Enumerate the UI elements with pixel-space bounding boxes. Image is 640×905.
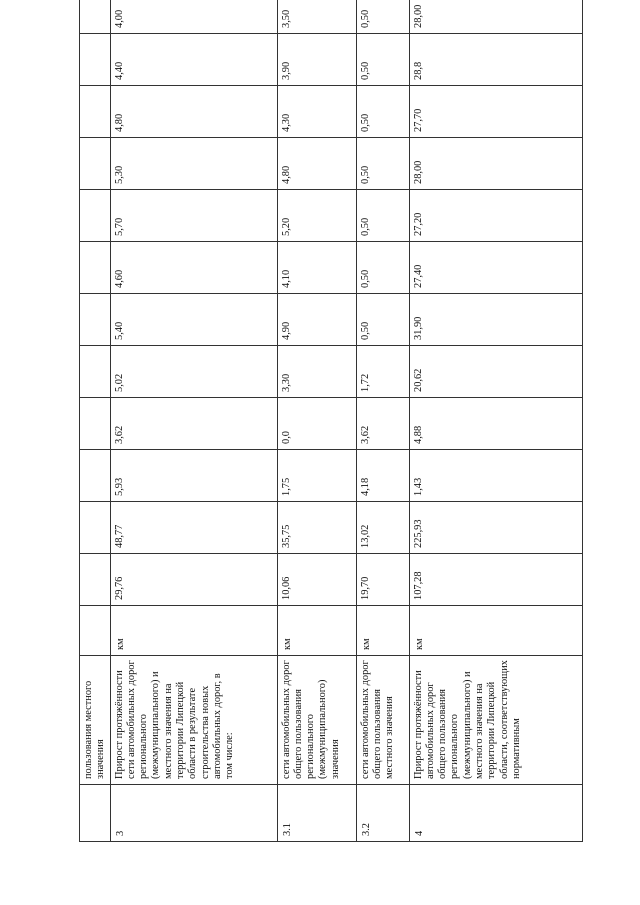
cell-value: 3,30 bbox=[277, 346, 356, 398]
cell-unit: км bbox=[110, 606, 277, 656]
cell-value: 5,02 bbox=[110, 346, 277, 398]
cell-value: 1,75 bbox=[277, 450, 356, 502]
cell-value: 5,70 bbox=[110, 190, 277, 242]
cell-name: сети автомобильных дорог общего пользования регионального (межмуниципального) значения bbox=[277, 656, 356, 785]
cell-value: 0,50 bbox=[356, 34, 409, 86]
cell-value: 5,93 bbox=[110, 450, 277, 502]
cell-value: 4,18 bbox=[356, 450, 409, 502]
cell-value: 3,62 bbox=[110, 398, 277, 450]
cell-value: 4,00 bbox=[110, 0, 277, 34]
cell-value bbox=[80, 242, 111, 294]
cell-value bbox=[80, 294, 111, 346]
cell-value: 4,10 bbox=[277, 242, 356, 294]
cell-value: 4,80 bbox=[277, 138, 356, 190]
cell-value bbox=[80, 502, 111, 554]
cell-num: 3.1 bbox=[277, 785, 356, 842]
cell-value: 1,43 bbox=[409, 450, 582, 502]
cell-unit: км bbox=[356, 606, 409, 656]
cell-value: 48,77 bbox=[110, 502, 277, 554]
cell-num: 3.2 bbox=[356, 785, 409, 842]
cell-value: 4,80 bbox=[110, 86, 277, 138]
table-row bbox=[356, 0, 409, 842]
cell-value: 107,28 bbox=[409, 554, 582, 606]
cell-value: 19,70 bbox=[356, 554, 409, 606]
cell-value: 31,90 bbox=[409, 294, 582, 346]
cell-value bbox=[80, 138, 111, 190]
cell-value: 5,40 bbox=[110, 294, 277, 346]
cell-value: 4,40 bbox=[110, 34, 277, 86]
cell-num: 3 bbox=[110, 785, 277, 842]
cell-value: 0,50 bbox=[356, 138, 409, 190]
cell-value: 28,00 bbox=[409, 138, 582, 190]
cell-value: 225,93 bbox=[409, 502, 582, 554]
cell-value: 5,20 bbox=[277, 190, 356, 242]
cell-name: Прирост протяжённости сети автомобильных дорог регионального (межмуниципального) и местного значения на территории Липецкой области в результате строительства новых автомобильных дорог, в том числе: bbox=[110, 656, 277, 785]
rotated-page bbox=[79, 4, 551, 842]
cell-value: 35,75 bbox=[277, 502, 356, 554]
table-row bbox=[409, 0, 582, 842]
cell-value: 0,0 bbox=[277, 398, 356, 450]
cell-value bbox=[80, 86, 111, 138]
cell-num: 4 bbox=[409, 785, 582, 842]
cell-value bbox=[80, 346, 111, 398]
cell-value bbox=[80, 450, 111, 502]
cell-value: 28,8 bbox=[409, 34, 582, 86]
cell-name: пользования местного значения bbox=[80, 656, 111, 785]
cell-value: 4,60 bbox=[110, 242, 277, 294]
cell-unit: км bbox=[409, 606, 582, 656]
table-row bbox=[110, 0, 277, 842]
cell-value bbox=[80, 34, 111, 86]
cell-unit: км bbox=[277, 606, 356, 656]
cell-value bbox=[80, 0, 111, 34]
cell-unit bbox=[80, 606, 111, 656]
cell-value: 27,70 bbox=[409, 86, 582, 138]
cell-value: 20,62 bbox=[409, 346, 582, 398]
cell-value: 0,50 bbox=[356, 190, 409, 242]
cell-value: 29,76 bbox=[110, 554, 277, 606]
cell-value: 0,50 bbox=[356, 86, 409, 138]
cell-num bbox=[80, 785, 111, 842]
cell-value: 3,90 bbox=[277, 34, 356, 86]
cell-value: 4,88 bbox=[409, 398, 582, 450]
table-row bbox=[277, 0, 356, 842]
table-body bbox=[80, 0, 583, 842]
cell-value: 27,20 bbox=[409, 190, 582, 242]
cell-value: 28,00 bbox=[409, 0, 582, 34]
cell-value: 27,40 bbox=[409, 242, 582, 294]
table-row-continuation bbox=[80, 0, 111, 842]
cell-value: 4,30 bbox=[277, 86, 356, 138]
cell-value: 5,30 bbox=[110, 138, 277, 190]
cell-value: 0,50 bbox=[356, 242, 409, 294]
cell-value bbox=[80, 398, 111, 450]
cell-value: 0,50 bbox=[356, 294, 409, 346]
cell-value: 1,72 bbox=[356, 346, 409, 398]
cell-value: 3,62 bbox=[356, 398, 409, 450]
cell-value: 3,50 bbox=[277, 0, 356, 34]
cell-name: сети автомобильных дорог общего пользования местного значения bbox=[356, 656, 409, 785]
cell-value: 13,02 bbox=[356, 502, 409, 554]
indicators-table bbox=[79, 0, 583, 842]
cell-value bbox=[80, 554, 111, 606]
cell-value: 4,90 bbox=[277, 294, 356, 346]
cell-value: 0,50 bbox=[356, 0, 409, 34]
cell-value: 10,06 bbox=[277, 554, 356, 606]
cell-value bbox=[80, 190, 111, 242]
cell-name: Прирост протяжённости автомобильных дорог общего пользования регионального (межмуниципального) и местного значения на территории Липецкой области, соответствующих нормативным bbox=[409, 656, 582, 785]
